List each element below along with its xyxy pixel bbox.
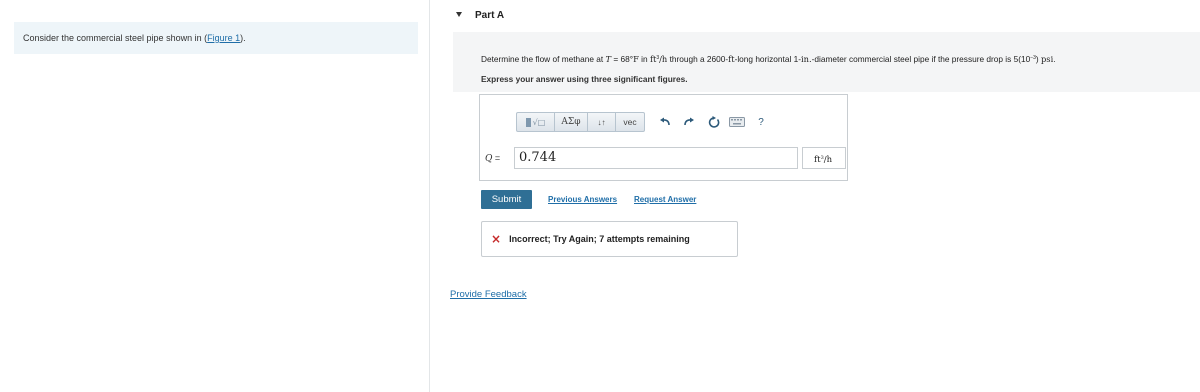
math-toolbar xyxy=(516,112,771,132)
undo-icon[interactable] xyxy=(655,113,675,131)
answer-instruction: Express your answer using three significant figures. xyxy=(481,74,688,84)
greek-symbols-button[interactable]: ΑΣφ xyxy=(555,113,588,131)
unit-field[interactable]: $ft^3/h$ xyxy=(802,147,846,169)
figure-1-link[interactable]: Figure 1 xyxy=(207,33,241,43)
part-a-title: Part A xyxy=(475,10,505,21)
answer-input[interactable]: 0.744 xyxy=(514,147,798,169)
vector-button[interactable]: vec xyxy=(623,117,637,127)
feedback-text: Incorrect; Try Again; 7 attempts remaining xyxy=(509,234,690,244)
part-a-toggle[interactable] xyxy=(456,10,504,21)
caret-down-icon xyxy=(456,12,462,17)
request-answer-link[interactable]: Request Answer xyxy=(634,195,697,204)
provide-feedback-link[interactable]: Provide Feedback xyxy=(450,289,527,300)
error-icon: × xyxy=(491,232,502,246)
answer-row xyxy=(485,147,515,169)
toolbar-button-group xyxy=(516,112,645,132)
templates-icon xyxy=(526,118,531,127)
redo-icon[interactable] xyxy=(679,113,699,131)
figure-reference-text: Consider the commercial steel pipe shown in ( xyxy=(23,33,208,43)
previous-answers-link[interactable]: Previous Answers xyxy=(548,195,618,204)
arrows-button[interactable]: ↓↑ xyxy=(588,113,616,131)
reset-icon[interactable] xyxy=(703,113,723,131)
keyboard-icon[interactable] xyxy=(727,113,747,131)
help-button[interactable]: ? xyxy=(758,116,764,128)
question-text: Determine the flow of methane at T = 68°F in $ft^3/h$ through a 2600-ft-long horizontal 1-in.-diameter commercial steel pipe if the pressure drop is $5(10^{-3})$ psi. xyxy=(481,54,1056,64)
templates-button[interactable]: √□ xyxy=(517,113,555,131)
panel-divider xyxy=(429,0,430,392)
figure-reference-panel xyxy=(14,22,418,54)
feedback-message xyxy=(481,221,738,257)
figure-reference-text-end: ). xyxy=(240,33,246,43)
answer-variable-label: Q = xyxy=(485,152,501,164)
submit-button[interactable]: Submit xyxy=(481,190,532,209)
